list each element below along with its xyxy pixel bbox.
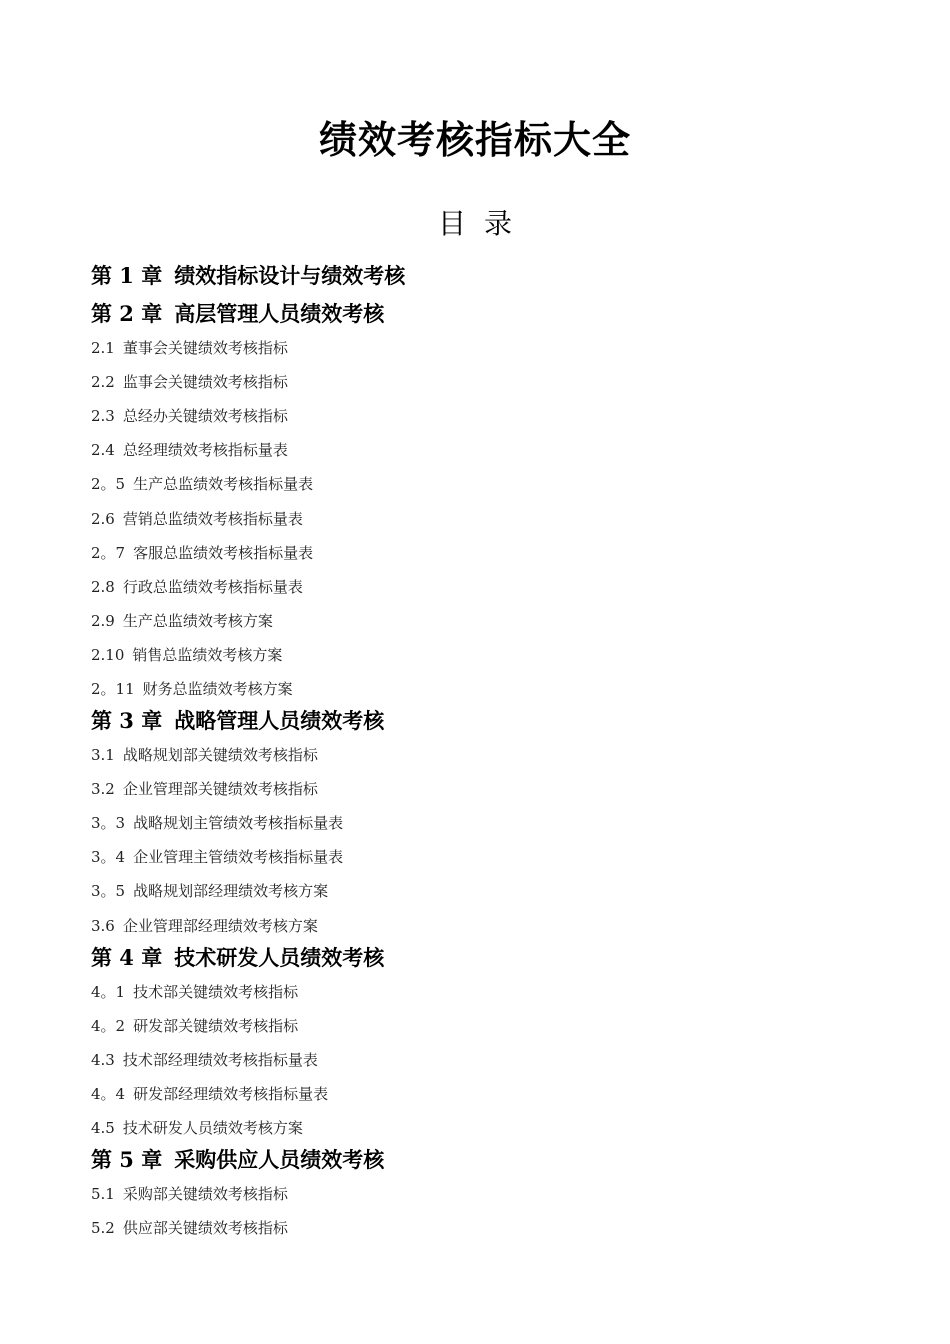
entry-number: 5.2 [91, 1219, 115, 1237]
entry-number: 3。4 [91, 848, 126, 867]
entry-number: 2.8 [91, 577, 115, 596]
entry-number: 4。1 [91, 982, 126, 1001]
entry-title: 行政总监绩效考核指标量表 [122, 577, 303, 596]
toc-entry[interactable] [91, 981, 298, 1003]
entry-title: 监事会关键绩效考核指标 [122, 373, 288, 392]
entry-title: 总经办关键绩效考核指标 [122, 407, 288, 426]
toc-entry[interactable] [91, 371, 288, 393]
entry-title: 技术部经理绩效考核指标量表 [122, 1050, 318, 1069]
toc-entry[interactable] [91, 744, 318, 766]
entry-number: 2.2 [91, 373, 115, 392]
entry-number: 5.1 [91, 1184, 115, 1203]
entry-number: 2.9 [91, 611, 115, 630]
entry-title: 销售总监绩效考核方案 [132, 645, 283, 664]
entry-number: 4。4 [91, 1084, 126, 1103]
toc-entry[interactable] [91, 1049, 318, 1071]
toc-chapter[interactable] [91, 707, 384, 735]
entry-number: 2.3 [91, 407, 115, 426]
entry-title: 技术研发人员绩效考核方案 [122, 1118, 303, 1137]
entry-title: 供应部关键绩效考核指标 [122, 1219, 288, 1237]
toc-entry[interactable] [91, 880, 328, 902]
chapter-title: 高层管理人员绩效考核 [174, 301, 385, 326]
entry-number: 3.1 [91, 746, 115, 764]
toc-entry[interactable] [91, 610, 273, 632]
entry-number: 3.6 [91, 916, 115, 935]
entry-title: 采购部关键绩效考核指标 [122, 1184, 288, 1203]
entry-number: 2.6 [91, 509, 115, 528]
entry-title: 技术部关键绩效考核指标 [133, 982, 299, 1001]
entry-number: 2。7 [91, 543, 126, 562]
entry-title: 总经理绩效考核指标量表 [122, 441, 288, 460]
entry-title: 企业管理部关键绩效考核指标 [122, 780, 318, 799]
chapter-title: 技术研发人员绩效考核 [174, 944, 385, 970]
entry-number: 2。5 [91, 475, 126, 494]
entry-title: 财务总监绩效考核方案 [142, 680, 293, 698]
entry-title: 董事会关键绩效考核指标 [122, 339, 288, 357]
toc-heading [0, 204, 950, 244]
entry-title: 研发部关键绩效考核指标 [133, 1016, 299, 1035]
toc-entry[interactable] [91, 576, 303, 598]
toc-heading-char-1: 目 [437, 207, 466, 240]
entry-title: 研发部经理绩效考核指标量表 [133, 1084, 329, 1103]
toc-chapter[interactable] [91, 300, 384, 328]
entry-number: 4.3 [91, 1050, 115, 1069]
entry-number: 3。5 [91, 882, 126, 901]
chapter-title: 战略管理人员绩效考核 [174, 708, 385, 733]
chapter-title: 采购供应人员绩效考核 [174, 1146, 385, 1172]
toc-entry[interactable] [91, 405, 288, 427]
chapter-number: 第 4 章 [91, 944, 163, 970]
toc-entry[interactable] [91, 1183, 288, 1205]
entry-number: 2.1 [91, 339, 115, 357]
toc-entry[interactable] [91, 1083, 328, 1105]
toc-entry[interactable] [91, 337, 288, 359]
toc-entry[interactable] [91, 846, 343, 868]
entry-title: 企业管理主管绩效考核指标量表 [133, 848, 344, 867]
toc-entry[interactable] [91, 812, 343, 834]
toc-entry[interactable] [91, 778, 318, 800]
entry-number: 2.4 [91, 441, 115, 460]
chapter-number: 第 5 章 [91, 1146, 163, 1172]
chapter-number: 第 2 章 [91, 301, 163, 326]
entry-number: 2。11 [91, 680, 135, 698]
entry-number: 3。3 [91, 814, 126, 833]
toc-entry[interactable] [91, 473, 313, 495]
chapter-number: 第 3 章 [91, 708, 163, 733]
entry-title: 营销总监绩效考核指标量表 [122, 509, 303, 528]
entry-title: 战略规划主管绩效考核指标量表 [133, 814, 344, 833]
toc-entry[interactable] [91, 1217, 288, 1239]
toc-entry[interactable] [91, 678, 293, 700]
entry-title: 战略规划部经理绩效考核方案 [133, 882, 329, 901]
toc-entry[interactable] [91, 508, 303, 530]
toc-chapter[interactable] [91, 1146, 384, 1174]
entry-number: 2.10 [91, 645, 125, 664]
toc-entry[interactable] [91, 1117, 303, 1139]
entry-title: 企业管理部经理绩效考核方案 [122, 916, 318, 935]
toc-entry[interactable] [91, 439, 288, 461]
toc-heading-char-2: 录 [484, 207, 513, 240]
document-title: 绩效考核指标大全 [318, 118, 631, 162]
chapter-title: 绩效指标设计与绩效考核 [174, 263, 406, 288]
chapter-number: 第 1 章 [91, 263, 163, 288]
entry-title: 生产总监绩效考核方案 [122, 611, 273, 630]
toc-chapter[interactable] [91, 262, 405, 290]
toc-entry[interactable] [91, 644, 282, 666]
toc-entry[interactable] [91, 915, 318, 937]
toc-entry[interactable] [91, 1015, 298, 1037]
entry-title: 客服总监绩效考核指标量表 [133, 543, 314, 562]
entry-title: 战略规划部关键绩效考核指标 [122, 746, 318, 764]
entry-number: 4.5 [91, 1118, 115, 1137]
entry-number: 4。2 [91, 1016, 126, 1035]
entry-title: 生产总监绩效考核指标量表 [133, 475, 314, 494]
toc-entry[interactable] [91, 542, 313, 564]
entry-number: 3.2 [91, 780, 115, 799]
toc-chapter[interactable] [91, 944, 384, 972]
